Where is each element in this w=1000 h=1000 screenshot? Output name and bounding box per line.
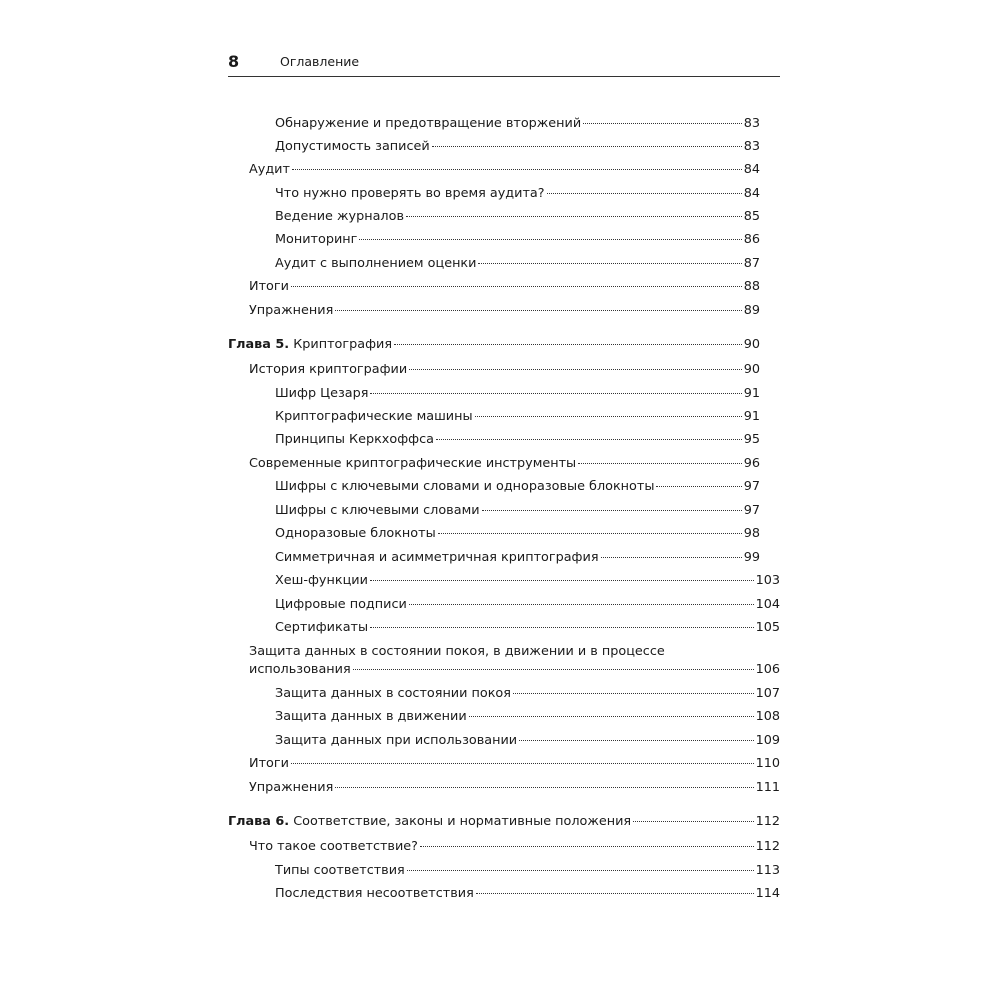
dot-leader bbox=[547, 193, 742, 194]
toc-entry-page: 103 bbox=[755, 573, 780, 588]
toc-entry[interactable] bbox=[275, 620, 780, 636]
dot-leader bbox=[335, 787, 753, 788]
toc-entry-page: 84 bbox=[743, 162, 760, 177]
dot-leader bbox=[353, 669, 754, 670]
chapter-title: Соответствие, законы и нормативные положения bbox=[293, 814, 632, 829]
toc-entry-title: История криптографии bbox=[249, 362, 408, 377]
toc-entry-page: 86 bbox=[743, 232, 760, 247]
dot-leader bbox=[578, 463, 742, 464]
toc-entry[interactable] bbox=[275, 526, 780, 542]
toc-entry-page: 99 bbox=[743, 550, 760, 565]
dot-leader bbox=[432, 146, 742, 147]
toc-entry[interactable] bbox=[249, 456, 780, 472]
toc-entry[interactable] bbox=[275, 886, 780, 902]
toc-entry-title bbox=[228, 814, 631, 830]
toc-entry-page: 90 bbox=[743, 337, 760, 352]
dot-leader bbox=[370, 580, 754, 581]
toc-entry-title-line1: Защита данных в состоянии покоя, в движении и в процессе bbox=[249, 644, 665, 659]
toc-entry-title: Сертификаты bbox=[275, 620, 369, 635]
toc-entry-page: 110 bbox=[755, 756, 780, 771]
dot-leader bbox=[409, 604, 754, 605]
toc-entry[interactable] bbox=[275, 386, 780, 402]
toc-entry-page: 96 bbox=[743, 456, 760, 471]
toc-entry[interactable] bbox=[249, 780, 780, 796]
toc-entry-page: 83 bbox=[743, 139, 760, 154]
toc-entry-title: Одноразовые блокноты bbox=[275, 526, 436, 541]
dot-leader bbox=[359, 239, 741, 240]
toc-entry[interactable] bbox=[275, 432, 780, 448]
toc-entry[interactable] bbox=[249, 162, 780, 178]
toc-entry-title: Упражнения bbox=[249, 780, 334, 795]
toc-entry[interactable] bbox=[275, 209, 780, 225]
toc-entry[interactable] bbox=[249, 303, 780, 319]
toc-entry-page: 89 bbox=[743, 303, 760, 318]
dot-leader bbox=[370, 393, 741, 394]
toc-entry-title: Обнаружение и предотвращение вторжений bbox=[275, 116, 582, 131]
toc-entry-title: Современные криптографические инструменты bbox=[249, 456, 577, 471]
dot-leader bbox=[482, 510, 742, 511]
toc-entry-title: Итоги bbox=[249, 279, 289, 294]
toc-entry[interactable] bbox=[275, 409, 780, 425]
toc-entry-title: Симметричная и асимметричная криптография bbox=[275, 550, 599, 565]
toc-entry[interactable] bbox=[275, 479, 780, 495]
toc-entry-title: Хеш-функции bbox=[275, 573, 368, 588]
toc-chapter-entry[interactable] bbox=[228, 337, 780, 353]
toc-entry-title: Итоги bbox=[249, 756, 289, 771]
dot-leader bbox=[656, 486, 741, 487]
toc-entry-page: 83 bbox=[743, 116, 760, 131]
toc-entry[interactable] bbox=[249, 756, 780, 772]
dot-leader bbox=[583, 123, 742, 124]
dot-leader bbox=[292, 169, 742, 170]
toc-entry-page: 109 bbox=[755, 733, 780, 748]
toc-entry-page: 88 bbox=[743, 279, 760, 294]
dot-leader bbox=[601, 557, 742, 558]
toc-chapter-entry[interactable] bbox=[228, 814, 780, 830]
toc-entry-page: 108 bbox=[755, 709, 780, 724]
toc-entry-page: 97 bbox=[743, 503, 760, 518]
running-title: Оглавление bbox=[280, 54, 360, 69]
toc-entry-page: 84 bbox=[743, 186, 760, 201]
toc-entry-title: Принципы Керкхоффса bbox=[275, 432, 434, 447]
toc-entry-page: 111 bbox=[755, 780, 780, 795]
toc-entry-title: Аудит с выполнением оценки bbox=[275, 256, 477, 271]
toc-entry-title bbox=[228, 337, 392, 353]
chapter-label: Глава 5. bbox=[228, 337, 290, 352]
dot-leader bbox=[633, 821, 753, 822]
toc-entry[interactable] bbox=[275, 863, 780, 879]
toc-entry[interactable] bbox=[275, 597, 780, 613]
toc-entry-title: Последствия несоответствия bbox=[275, 886, 474, 901]
toc-entry[interactable] bbox=[275, 186, 780, 202]
toc-entry-page: 98 bbox=[743, 526, 760, 541]
chapter-label: Глава 6. bbox=[228, 814, 290, 829]
dot-leader bbox=[291, 763, 754, 764]
dot-leader bbox=[469, 716, 754, 717]
toc-entry-title: Что такое соответствие? bbox=[249, 839, 418, 854]
toc-entry-title: Упражнения bbox=[249, 303, 334, 318]
toc-entry[interactable] bbox=[249, 839, 780, 855]
dot-leader bbox=[475, 416, 742, 417]
toc-entry-page: 114 bbox=[755, 886, 780, 901]
toc-entry-title: Ведение журналов bbox=[275, 209, 404, 224]
toc-entry-title: Шифр Цезаря bbox=[275, 386, 369, 401]
toc-entry[interactable] bbox=[275, 256, 780, 272]
dot-leader bbox=[406, 216, 742, 217]
toc-entry-title-line2: использования bbox=[249, 662, 351, 677]
toc-entry-title: Мониторинг bbox=[275, 232, 358, 247]
toc-entry[interactable] bbox=[275, 709, 780, 725]
dot-leader bbox=[407, 870, 754, 871]
toc-entry-page: 97 bbox=[743, 479, 760, 494]
dot-leader bbox=[420, 846, 754, 847]
toc-entry-page: 112 bbox=[755, 814, 780, 829]
dot-leader bbox=[478, 263, 741, 264]
toc-entry-page: 104 bbox=[755, 597, 780, 612]
toc-entry[interactable] bbox=[249, 279, 780, 295]
toc-entry-page: 105 bbox=[755, 620, 780, 635]
toc-entry-title: Криптографические машины bbox=[275, 409, 473, 424]
toc-entry-title: Что нужно проверять во время аудита? bbox=[275, 186, 545, 201]
toc-entry[interactable] bbox=[275, 503, 780, 519]
toc-entry-title: Аудит bbox=[249, 162, 290, 177]
toc-entry-title: Допустимость записей bbox=[275, 139, 430, 154]
toc-entry-page: 95 bbox=[743, 432, 760, 447]
toc-entry-page: 106 bbox=[755, 662, 780, 677]
dot-leader bbox=[476, 893, 754, 894]
toc-entry-page: 91 bbox=[743, 409, 760, 424]
toc-entry[interactable] bbox=[275, 550, 780, 566]
dot-leader bbox=[513, 693, 754, 694]
dot-leader bbox=[519, 740, 753, 741]
toc-entry-title: Шифры с ключевыми словами и одноразовые блокноты bbox=[275, 479, 655, 494]
dot-leader bbox=[438, 533, 742, 534]
toc-entry-page: 112 bbox=[755, 839, 780, 854]
dot-leader bbox=[335, 310, 741, 311]
toc-entry[interactable] bbox=[249, 362, 780, 378]
toc-entry-title: Защита данных при использовании bbox=[275, 733, 518, 748]
toc-entry-page: 85 bbox=[743, 209, 760, 224]
dot-leader bbox=[409, 369, 742, 370]
dot-leader bbox=[291, 286, 742, 287]
toc-entry-title: Защита данных в состоянии покоя bbox=[275, 686, 511, 701]
toc-entry[interactable] bbox=[275, 733, 780, 749]
toc-entry-page: 90 bbox=[743, 362, 760, 377]
toc-entry-title: Защита данных в движении bbox=[275, 709, 467, 724]
toc-entry[interactable] bbox=[275, 232, 780, 248]
toc-entry-page: 87 bbox=[743, 256, 760, 271]
dot-leader bbox=[394, 344, 742, 345]
dot-leader bbox=[370, 627, 753, 628]
toc-entry-page: 113 bbox=[755, 863, 780, 878]
toc-entry[interactable] bbox=[275, 686, 780, 702]
toc-entry-page: 107 bbox=[755, 686, 780, 701]
chapter-title: Криптография bbox=[293, 337, 393, 352]
toc-entry-page: 91 bbox=[743, 386, 760, 401]
toc-entry[interactable] bbox=[275, 139, 780, 155]
page-number: 8 bbox=[228, 52, 240, 71]
toc-entry-title: Цифровые подписи bbox=[275, 597, 407, 612]
toc-entry[interactable] bbox=[275, 573, 780, 589]
toc-entry-title: Типы соответствия bbox=[275, 863, 405, 878]
toc-entry[interactable] bbox=[249, 662, 780, 678]
toc-entry[interactable] bbox=[275, 116, 780, 132]
page-header bbox=[228, 50, 780, 77]
dot-leader bbox=[436, 439, 742, 440]
toc-entry-title: Шифры с ключевыми словами bbox=[275, 503, 480, 518]
